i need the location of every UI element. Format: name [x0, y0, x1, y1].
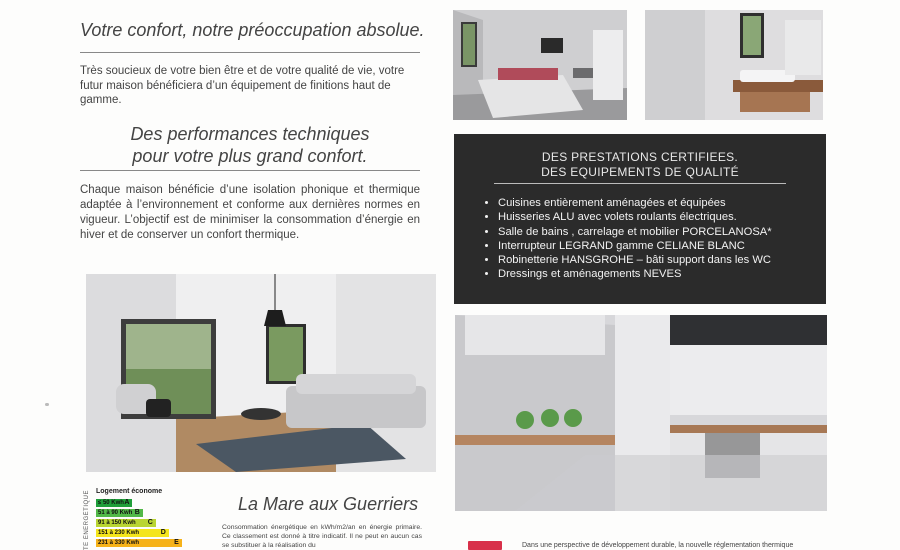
certifications-list	[484, 196, 772, 282]
divider	[80, 52, 420, 53]
certifications-title-line1: DES PRESTATIONS CERTIFIEES.	[541, 150, 739, 164]
living-room-photo	[86, 274, 436, 472]
energy-range: 151 à 230 Kwh	[98, 530, 140, 536]
energy-range: 91 à 150 Kwh	[98, 520, 136, 526]
certifications-title-line2: DES EQUIPEMENTS DE QUALITÉ	[541, 165, 739, 179]
energy-letter: A	[124, 499, 130, 506]
divider	[494, 183, 786, 184]
energy-range: ≤ 50 Kwh	[98, 500, 124, 506]
certifications-title	[454, 150, 826, 180]
heading-performances	[80, 123, 420, 167]
certifications-panel	[454, 134, 826, 304]
energy-range: 51 à 90 Kwh	[98, 510, 133, 516]
regulation-note: Dans une perspective de développement durable, la nouvelle réglementation thermique	[522, 542, 794, 549]
energy-range: 231 à 330 Kwh	[98, 540, 140, 546]
energy-bar-c	[96, 519, 156, 527]
energy-bar-d	[96, 529, 169, 537]
energy-letter: E	[174, 539, 179, 546]
paragraph-performances: Chaque maison bénéficie d’une isolation phonique et thermique adaptée à l’environnement et conforme aux dernières normes en vigueur. L’objectif est de minimiser la consommation d’énergie en hiver et de conserver un confort thermique.	[80, 184, 420, 241]
energy-label-title: Logement économe	[96, 488, 163, 495]
divider	[80, 170, 420, 171]
energy-letter: C	[147, 519, 153, 526]
label-logo	[468, 541, 502, 550]
heading-performances-line2: pour votre plus grand confort.	[132, 146, 368, 166]
energy-bar-e	[96, 539, 182, 547]
heading-performances-line1: Des performances techniques	[130, 124, 370, 144]
bathroom-photo	[645, 10, 823, 120]
consumption-note: Consommation énergétique en kWh/m2/an en énergie primaire. Ce classement est donné à titre indicatif. Il ne peut en aucun cas se substituer à la réalisation du	[222, 524, 422, 549]
list-item: • Interrupteur LEGRAND gamme CELIANE BLANC	[498, 239, 772, 253]
energy-bar-b	[96, 509, 143, 517]
list-item: • Robinetterie HANSGROHE – bâti support dans les WC	[498, 253, 772, 267]
heading-confort: Votre confort, notre préoccupation absolue.	[80, 20, 425, 40]
energy-letter: D	[160, 529, 166, 536]
list-item: • Cuisines entièrement aménagées et équipées	[498, 196, 772, 210]
kitchen-photo	[455, 315, 827, 511]
energy-label	[96, 486, 226, 550]
project-name: La Mare aux Guerriers	[238, 494, 419, 514]
bedroom-photo	[453, 10, 627, 120]
energy-side-label: TE ÉNERGÉTIQUE	[84, 489, 90, 550]
energy-bar-a	[96, 499, 132, 507]
paragraph-confort: Très soucieux de votre bien être et de votre qualité de vie, votre futur maison bénéficiera d’un équipement de finitions haut de gamme.	[80, 65, 405, 106]
list-item: • Salle de bains , carrelage et mobilier PORCELANOSA*	[498, 225, 772, 239]
list-item: • Huisseries ALU avec volets roulants électriques.	[498, 210, 772, 224]
speck	[45, 403, 49, 406]
list-item: • Dressings et aménagements NEVES	[498, 267, 772, 281]
energy-letter: B	[134, 509, 140, 516]
